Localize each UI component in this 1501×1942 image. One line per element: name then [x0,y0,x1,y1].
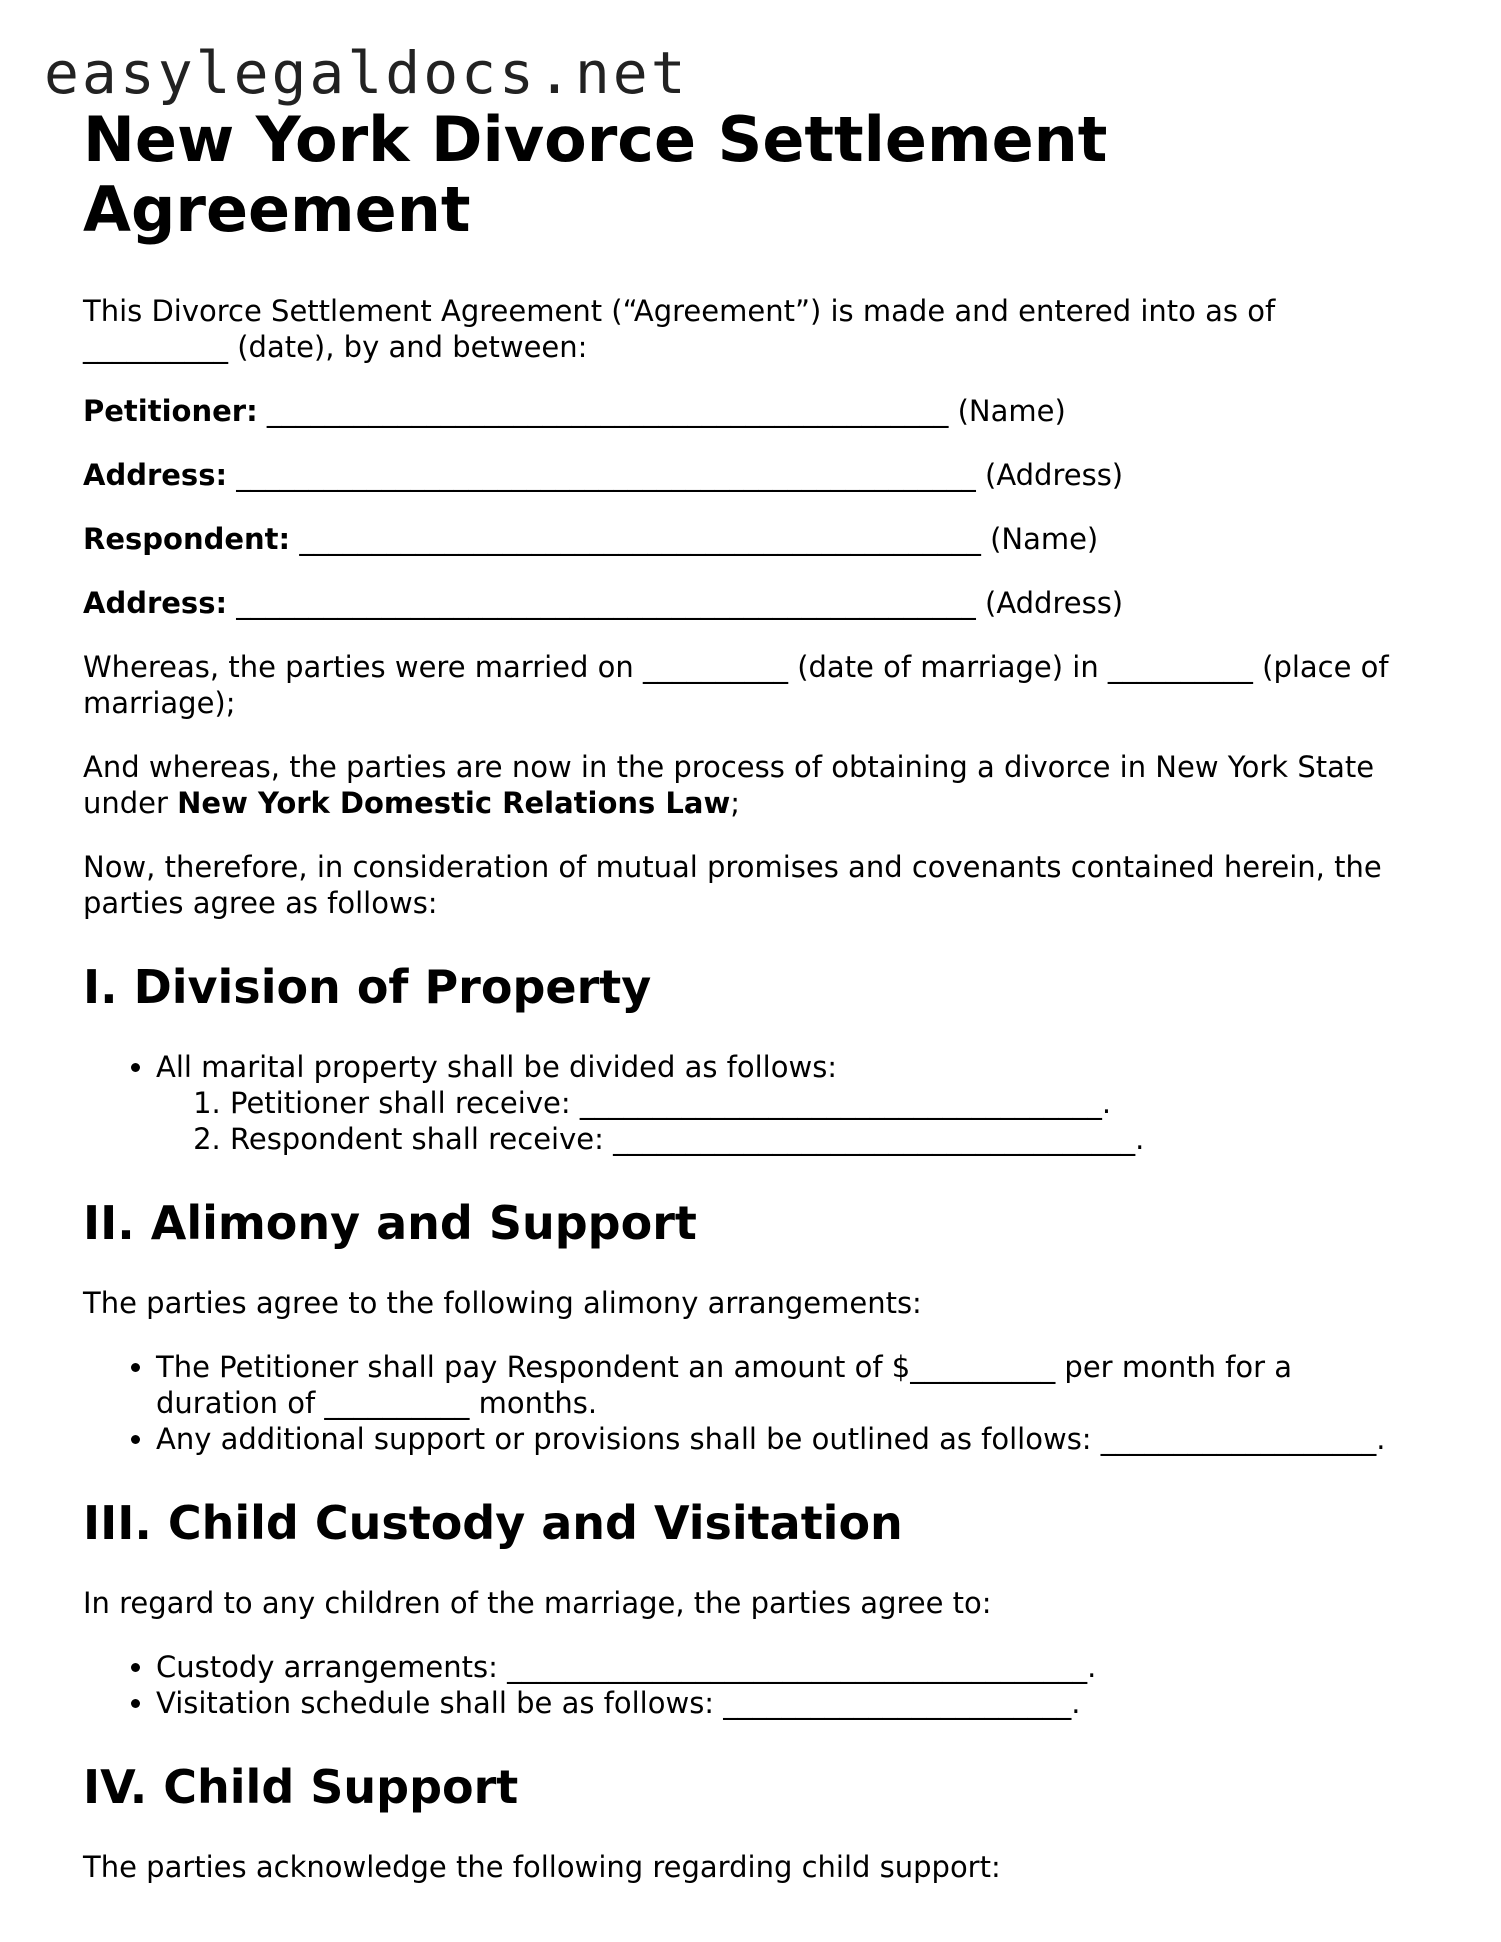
section-heading-property: I. Division of Property [83,960,652,1014]
alimony-list [83,1349,1423,1457]
petitioner-field [83,393,1423,429]
list-item: • Any additional support or provisions shall be outlined as follows: ___________________. [156,1421,1423,1457]
property-list [83,1049,1423,1157]
alimony-lead: The parties agree to the following alimony arrangements: [83,1286,922,1320]
field-hint: (Address) [985,586,1124,620]
field-blank: _______________________________________________ [266,394,949,428]
whereas-married-paragraph: Whereas, the parties were married on __________ (date of marriage) in __________ (place of marriage); [83,650,1389,720]
list-item: • Visitation schedule shall be as follows: ________________________. [156,1685,1423,1721]
list-item: • The Petitioner shall pay Respondent an amount of $__________ per month for a duration of __________ months. [156,1349,1423,1421]
custody-list [83,1649,1423,1721]
intro-paragraph: This Divorce Settlement Agreement (“Agreement”) is made and entered into as of __________ (date), by and between: [83,294,1276,364]
field-blank: ___________________________________________________ [236,586,976,620]
list-item-text: All marital property shall be divided as follows: [156,1050,838,1084]
list-item: 2. Respondent shall receive: ____________________________________. [230,1121,1423,1157]
property-sublist [156,1085,1423,1157]
field-hint: (Name) [990,522,1099,556]
field-label: Address: [83,458,228,492]
whereas-divorce-end: ; [730,786,741,820]
now-therefore-paragraph: Now, therefore, in consideration of mutual promises and covenants contained herein, the parties agree as follows: [83,850,1382,920]
law-reference: New York Domestic Relations Law [177,786,731,820]
field-label: Respondent: [83,522,291,556]
section-heading-child-support: IV. Child Support [83,1760,519,1814]
list-item: • Custody arrangements: ________________________________________. [156,1649,1423,1685]
whereas-divorce-text: And whereas, the parties are now in the process of obtaining a divorce in New York State under [83,750,1375,820]
field-hint: (Name) [957,394,1066,428]
document-title: New York Divorce Settlement Agreement [83,103,1108,246]
field-label: Petitioner: [83,394,258,428]
section-heading-alimony: II. Alimony and Support [83,1196,697,1250]
document-body [83,105,1423,1913]
respondent-address-field [83,585,1423,621]
list-item: 1. Petitioner shall receive: ____________________________________. [230,1085,1423,1121]
field-blank: _______________________________________________ [299,522,981,556]
list-item [156,1049,1423,1157]
petitioner-address-field [83,457,1423,493]
whereas-divorce-paragraph [83,749,1423,821]
field-hint: (Address) [985,458,1124,492]
custody-lead: In regard to any children of the marriage, the parties agree to: [83,1586,992,1620]
respondent-field [83,521,1423,557]
section-heading-custody: III. Child Custody and Visitation [83,1496,903,1550]
watermark: easylegaldocs.net [44,39,689,107]
field-label: Address: [83,586,228,620]
field-blank: ___________________________________________________ [236,458,976,492]
child-support-lead: The parties acknowledge the following regarding child support: [83,1850,1001,1884]
